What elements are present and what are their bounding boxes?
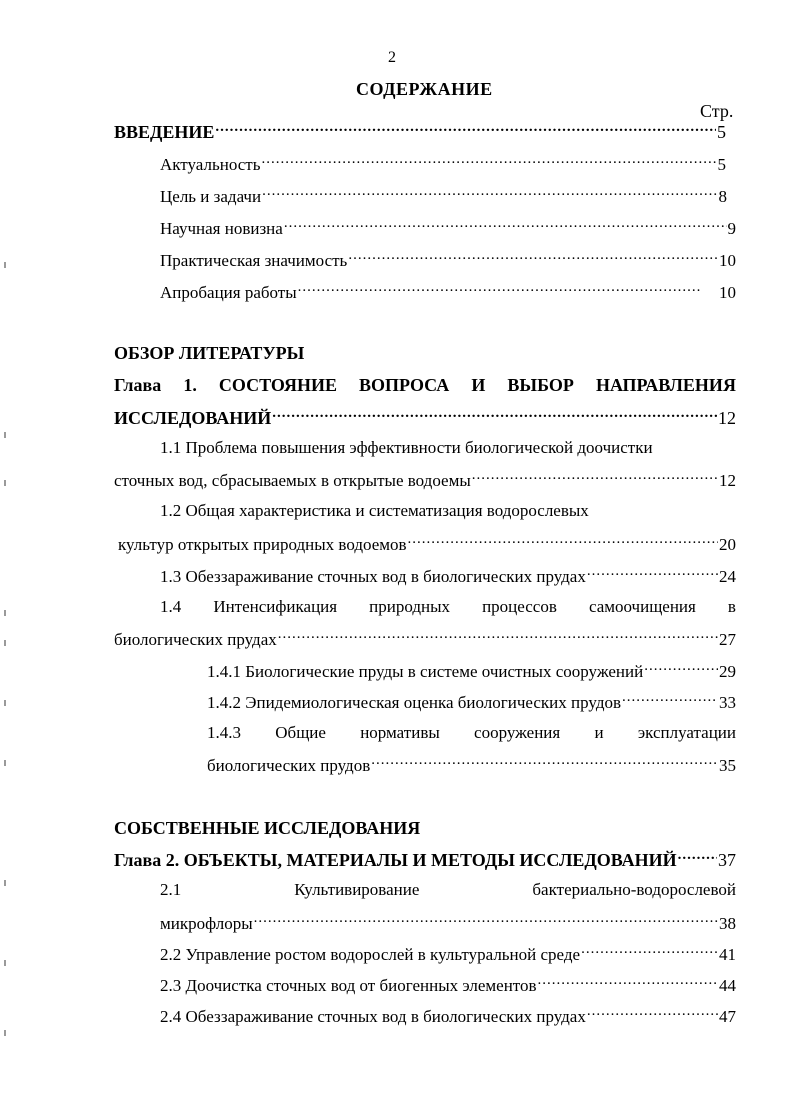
toc-entry[interactable] [160, 1004, 736, 1028]
toc-entry[interactable] [207, 690, 736, 714]
toc-label: 1.4.1 Биологические пруды в системе очистных сооружений [207, 662, 644, 681]
scan-artifact [4, 960, 6, 966]
scan-artifact [4, 1030, 6, 1036]
toc-page: 5 [717, 155, 726, 174]
toc-label: микрофлоры [160, 914, 253, 933]
toc-label: ВВЕДЕНИЕ [114, 122, 215, 142]
toc-page: 24 [719, 567, 736, 586]
toc-entry-line1[interactable]: 1.1 Проблема повышения эффективности биологической доочистки [160, 438, 653, 457]
toc-page: 5 [717, 122, 726, 142]
toc-entry[interactable] [160, 564, 736, 588]
toc-entry[interactable] [114, 468, 736, 492]
scan-artifact [4, 262, 6, 268]
word: эксплуатации [637, 723, 736, 742]
word: сооружения [474, 723, 561, 742]
toc-page: 29 [719, 662, 736, 681]
scan-artifact [4, 640, 6, 646]
word: в [727, 597, 736, 616]
toc-page: 27 [719, 630, 736, 649]
dot-leader [298, 280, 701, 298]
toc-page: 8 [718, 187, 727, 206]
word: самоочищения [588, 597, 696, 616]
word: 2.1 [160, 880, 182, 899]
toc-entry[interactable] [160, 216, 736, 240]
scan-artifact [4, 610, 6, 616]
word: Глава [114, 375, 162, 395]
word: природных [369, 597, 451, 616]
word: 1.4 [160, 597, 182, 616]
toc-page: 47 [719, 1007, 736, 1026]
word: бактериально-водорослевой [532, 880, 736, 899]
toc-entry[interactable] [160, 973, 736, 997]
toc-label: Апробация работы [160, 283, 297, 302]
toc-page: 12 [719, 471, 736, 490]
dot-leader [278, 627, 718, 645]
toc-page: 44 [719, 976, 736, 995]
toc-entry[interactable] [118, 532, 736, 556]
word: Общие [275, 723, 326, 742]
scan-artifact [4, 480, 6, 486]
toc-label: 2.4 Обеззараживание сточных вод в биологических прудах [160, 1007, 586, 1026]
toc-entry-line1[interactable] [160, 879, 736, 901]
toc-label: 1.3 Обеззараживание сточных вод в биологических прудах [160, 567, 586, 586]
toc-label: Практическая значимость [160, 251, 348, 270]
dot-leader [284, 216, 727, 234]
toc-label: Научная новизна [160, 219, 283, 238]
chapter-1-title-cont[interactable] [114, 406, 736, 429]
toc-page: 12 [718, 408, 736, 428]
chapter-2-title[interactable] [114, 848, 736, 871]
section-heading-own: СОБСТВЕННЫЕ ИССЛЕДОВАНИЯ [114, 818, 421, 838]
dot-leader [581, 942, 718, 960]
dot-leader [472, 468, 718, 486]
page-column-label: Стр. [700, 101, 734, 121]
word: процессов [482, 597, 557, 616]
dot-leader [254, 911, 718, 929]
dot-leader [371, 753, 718, 771]
toc-label: Глава 2. ОБЪЕКТЫ, МАТЕРИАЛЫ И МЕТОДЫ ИССЛЕДОВАНИЙ [114, 850, 677, 870]
toc-page: 10 [719, 251, 736, 270]
toc-label: Актуальность [160, 155, 261, 174]
section-heading-review: ОБЗОР ЛИТЕРАТУРЫ [114, 343, 305, 363]
toc-entry[interactable] [160, 942, 736, 966]
dot-leader [622, 690, 718, 708]
dot-leader [587, 564, 718, 582]
word: ВОПРОСА [359, 375, 450, 395]
scan-artifact [4, 432, 6, 438]
toc-label: 2.3 Доочистка сточных вод от биогенных элементов [160, 976, 537, 995]
toc-entry[interactable] [207, 659, 736, 683]
toc-entry[interactable] [114, 627, 736, 651]
toc-page: 20 [719, 535, 736, 554]
toc-entry[interactable] [160, 184, 727, 208]
toc-entry-line1[interactable] [207, 722, 736, 744]
scan-artifact [4, 700, 6, 706]
toc-label: 2.2 Управление ростом водорослей в культуральной среде [160, 945, 581, 964]
toc-page: 41 [719, 945, 736, 964]
toc-label: Цель и задачи [160, 187, 262, 206]
toc-page: 35 [719, 756, 736, 775]
word: Культивирование [294, 880, 420, 899]
word: 1.4.3 [207, 723, 241, 742]
word: нормативы [360, 723, 440, 742]
toc-label: культур открытых природных водоемов [118, 535, 407, 554]
dot-leader [348, 248, 718, 266]
dot-leader [644, 659, 718, 677]
word: НАПРАВЛЕНИЯ [595, 375, 736, 395]
toc-label: биологических прудах [114, 630, 277, 649]
dot-leader [538, 973, 718, 991]
toc-label: сточных вод, сбрасываемых в открытые водоемы [114, 471, 471, 490]
dot-leader [262, 184, 717, 202]
toc-page: 33 [719, 693, 736, 712]
dot-leader [678, 848, 717, 866]
toc-entry-line1[interactable] [160, 596, 736, 618]
toc-entry-line1[interactable]: 1.2 Общая характеристика и систематизация водорослевых [160, 501, 589, 520]
toc-page: 10 [719, 283, 736, 302]
page-number: 2 [388, 49, 396, 66]
toc-page: 37 [718, 850, 736, 870]
toc-entry[interactable] [160, 152, 726, 176]
toc-label: биологических прудов [207, 756, 371, 775]
word: И [471, 375, 486, 395]
toc-entry[interactable] [160, 911, 736, 935]
word: Интенсификация [213, 597, 338, 616]
toc-entry[interactable] [160, 248, 736, 272]
scan-artifact [4, 760, 6, 766]
toc-page: 38 [719, 914, 736, 933]
dot-leader [587, 1004, 718, 1022]
toc-entry[interactable] [160, 280, 736, 304]
toc-intro-heading[interactable] [114, 120, 726, 143]
toc-label: ИССЛЕДОВАНИЙ [114, 408, 272, 428]
word: СОСТОЯНИЕ [218, 375, 337, 395]
chapter-1-title[interactable] [114, 374, 736, 396]
word: ВЫБОР [507, 375, 574, 395]
page-title: СОДЕРЖАНИЕ [356, 79, 493, 99]
word: 1. [183, 375, 197, 395]
dot-leader [272, 406, 717, 424]
dot-leader [408, 532, 718, 550]
word: и [594, 723, 604, 742]
toc-entry[interactable] [207, 753, 736, 777]
dot-leader [215, 120, 716, 138]
dot-leader [261, 152, 716, 170]
toc-page: 9 [727, 219, 736, 238]
toc-label: 1.4.2 Эпидемиологическая оценка биологических прудов [207, 693, 621, 712]
scan-artifact [4, 880, 6, 886]
